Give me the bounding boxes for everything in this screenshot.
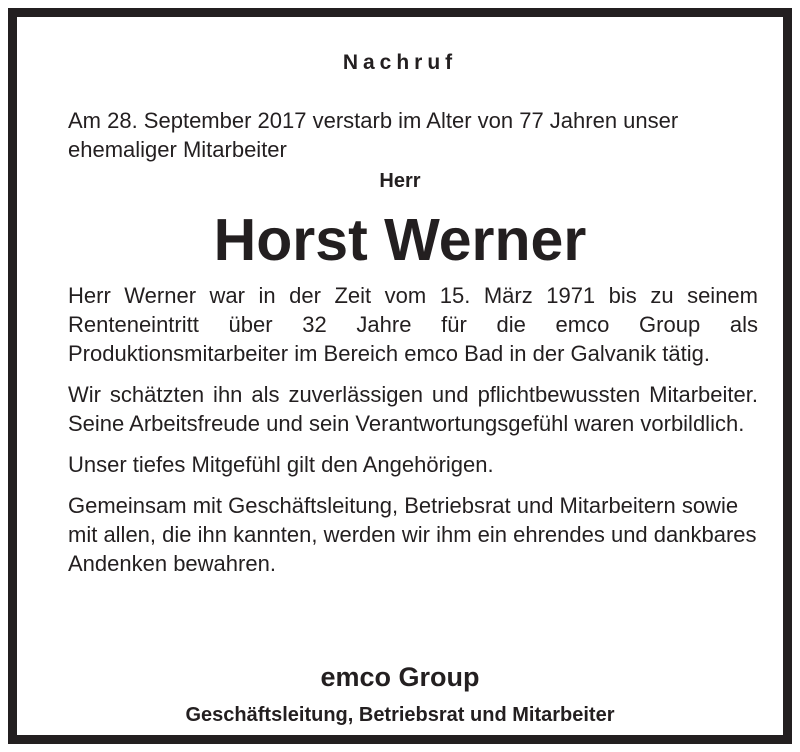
deceased-name: Horst Werner	[213, 207, 587, 273]
title-prefix: Herr	[379, 170, 421, 192]
company-name: emco Group	[320, 662, 480, 692]
notice-heading: Nachruf	[342, 51, 458, 74]
career-paragraph: Herr Werner war in der Zeit vom 15. März 1971 bis zu seinem Renteneintritt über 32 Jahre für die emco Group als Produktionsmitarbeiter im Bereich emco Bad in der Galvanik tätig.	[68, 283, 758, 366]
intro-text: Am 28. September 2017 verstarb im Alter von 77 Jahren unser ehemaliger Mitarbeiter	[68, 108, 679, 162]
signers-line: Geschäftsleitung, Betriebsrat und Mitarbeiter	[185, 704, 615, 726]
remembrance-paragraph: Gemeinsam mit Geschäftsleitung, Betriebsrat und Mitarbeitern sowie mit allen, die ihn kannten, werden wir ihm ein ehrendes und dankbares Andenken bewahren.	[68, 493, 757, 576]
obituary-notice	[8, 8, 792, 744]
appreciation-paragraph: Wir schätzten ihn als zuverlässigen und pflichtbewussten Mitarbeiter. Seine Arbeitsfreude und sein Verantwortungsgefühl waren vorbildlich.	[68, 382, 758, 436]
notice-body	[68, 281, 758, 590]
condolence-paragraph: Unser tiefes Mitgefühl gilt den Angehörigen.	[68, 452, 494, 477]
